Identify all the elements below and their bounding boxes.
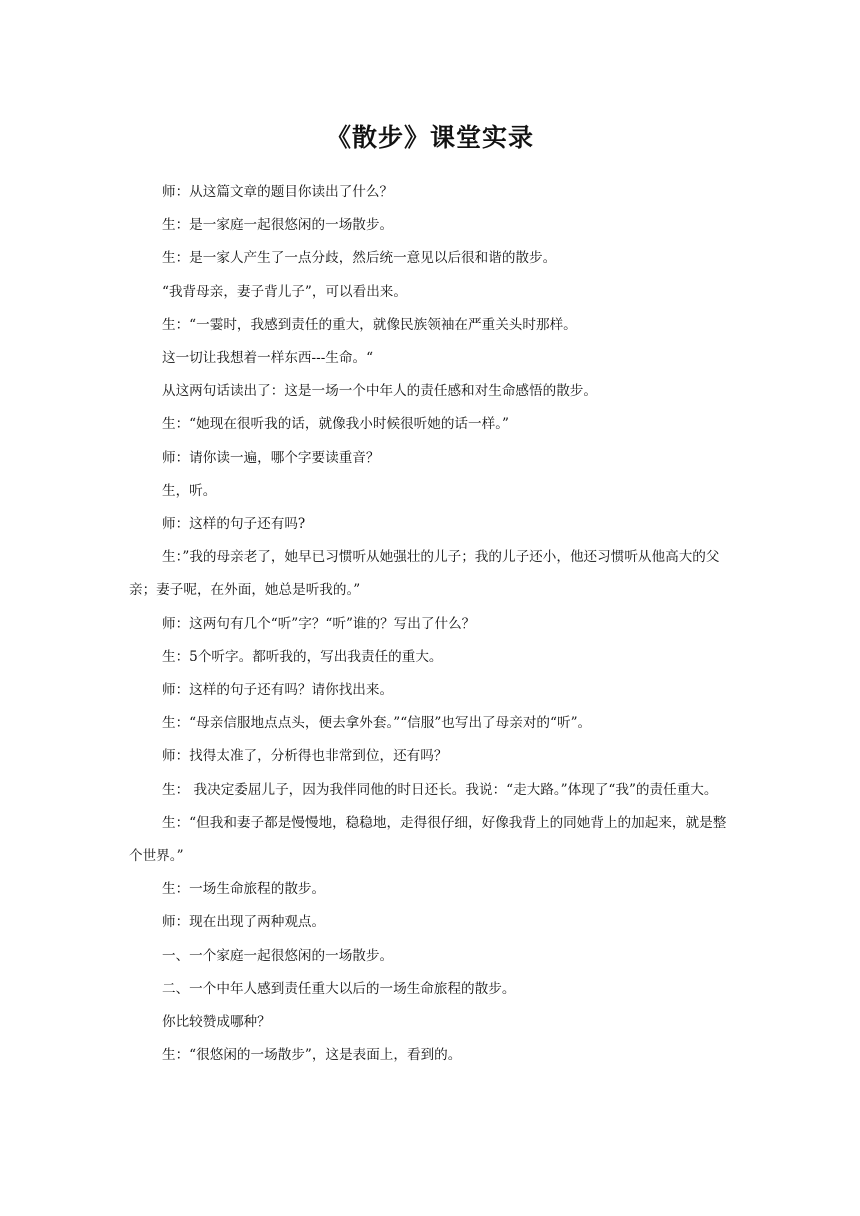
paragraph: 这一切让我想着一样东西---生命。“ <box>162 350 374 367</box>
paragraph: 你比较赞成哪种？ <box>162 1014 271 1031</box>
paragraph: 生：”我的母亲老了，她早已习惯听从她强壮的儿子；我的儿子还小，他还习惯听从他高大的父亲；妻子呢，在外面，她总是听我的。” <box>129 549 720 599</box>
paragraph: 师：这样的句子还有吗？请你找出来。 <box>162 682 394 699</box>
paragraph: 生：是一家人产生了一点分歧，然后统一意见以后很和谐的散步。 <box>162 250 557 267</box>
paragraph: 二、一个中年人感到责任重大以后的一场生命旅程的散步。 <box>162 980 516 997</box>
paragraph: 从这两句话读出了：这是一场一个中年人的责任感和对生命感悟的散步。 <box>162 383 597 400</box>
paragraph: 生：“一霎时，我感到责任的重大，就像民族领袖在严重关头时那样。 <box>162 316 577 333</box>
paragraph: 生：“很悠闲的一场散步”，这是表面上，看到的。 <box>162 1047 462 1064</box>
paragraph: 师：现在出现了两种观点。 <box>162 914 326 931</box>
paragraph: 师：请你读一遍，哪个字要读重音？ <box>162 449 380 466</box>
paragraph: 生：5个听字。都听我的，写出我责任的重大。 <box>162 648 443 665</box>
paragraph: 生，听。 <box>162 482 217 499</box>
paragraph: 生：“母亲信服地点点头，便去拿外套。”“信服”也写出了母亲对的“听”。 <box>162 715 592 732</box>
paragraph: 一、一个家庭一起很悠闲的一场散步。 <box>162 947 394 964</box>
document-body <box>129 176 734 1072</box>
paragraph: 生：“她现在很听我的话，就像我小时候很听她的话一样。” <box>162 416 509 433</box>
document-title: 《散步》课堂实录 <box>325 123 534 152</box>
paragraph: 师：这样的句子还有吗? <box>162 516 306 533</box>
paragraph: 师：这两句有几个“听”字？“听”谁的？写出了什么？ <box>162 615 476 632</box>
paragraph: 师：找得太准了，分析得也非常到位，还有吗？ <box>162 748 448 765</box>
paragraph: 生：“但我和妻子都是慢慢地，稳稳地，走得很仔细，好像我背上的同她背上的加起来，就是整个世界。” <box>129 814 727 865</box>
paragraph: 生：一场生命旅程的散步。 <box>162 881 326 898</box>
paragraph: 生：是一家庭一起很悠闲的一场散步。 <box>162 217 394 234</box>
paragraph: “我背母亲，妻子背儿子”，可以看出来。 <box>162 283 407 300</box>
paragraph: 生： 我决定委屈儿子，因为我伴同他的时日还长。我说：“走大路。”体现了“我”的责任重大。 <box>162 781 718 798</box>
paragraph: 师：从这篇文章的题目你读出了什么？ <box>162 184 394 200</box>
